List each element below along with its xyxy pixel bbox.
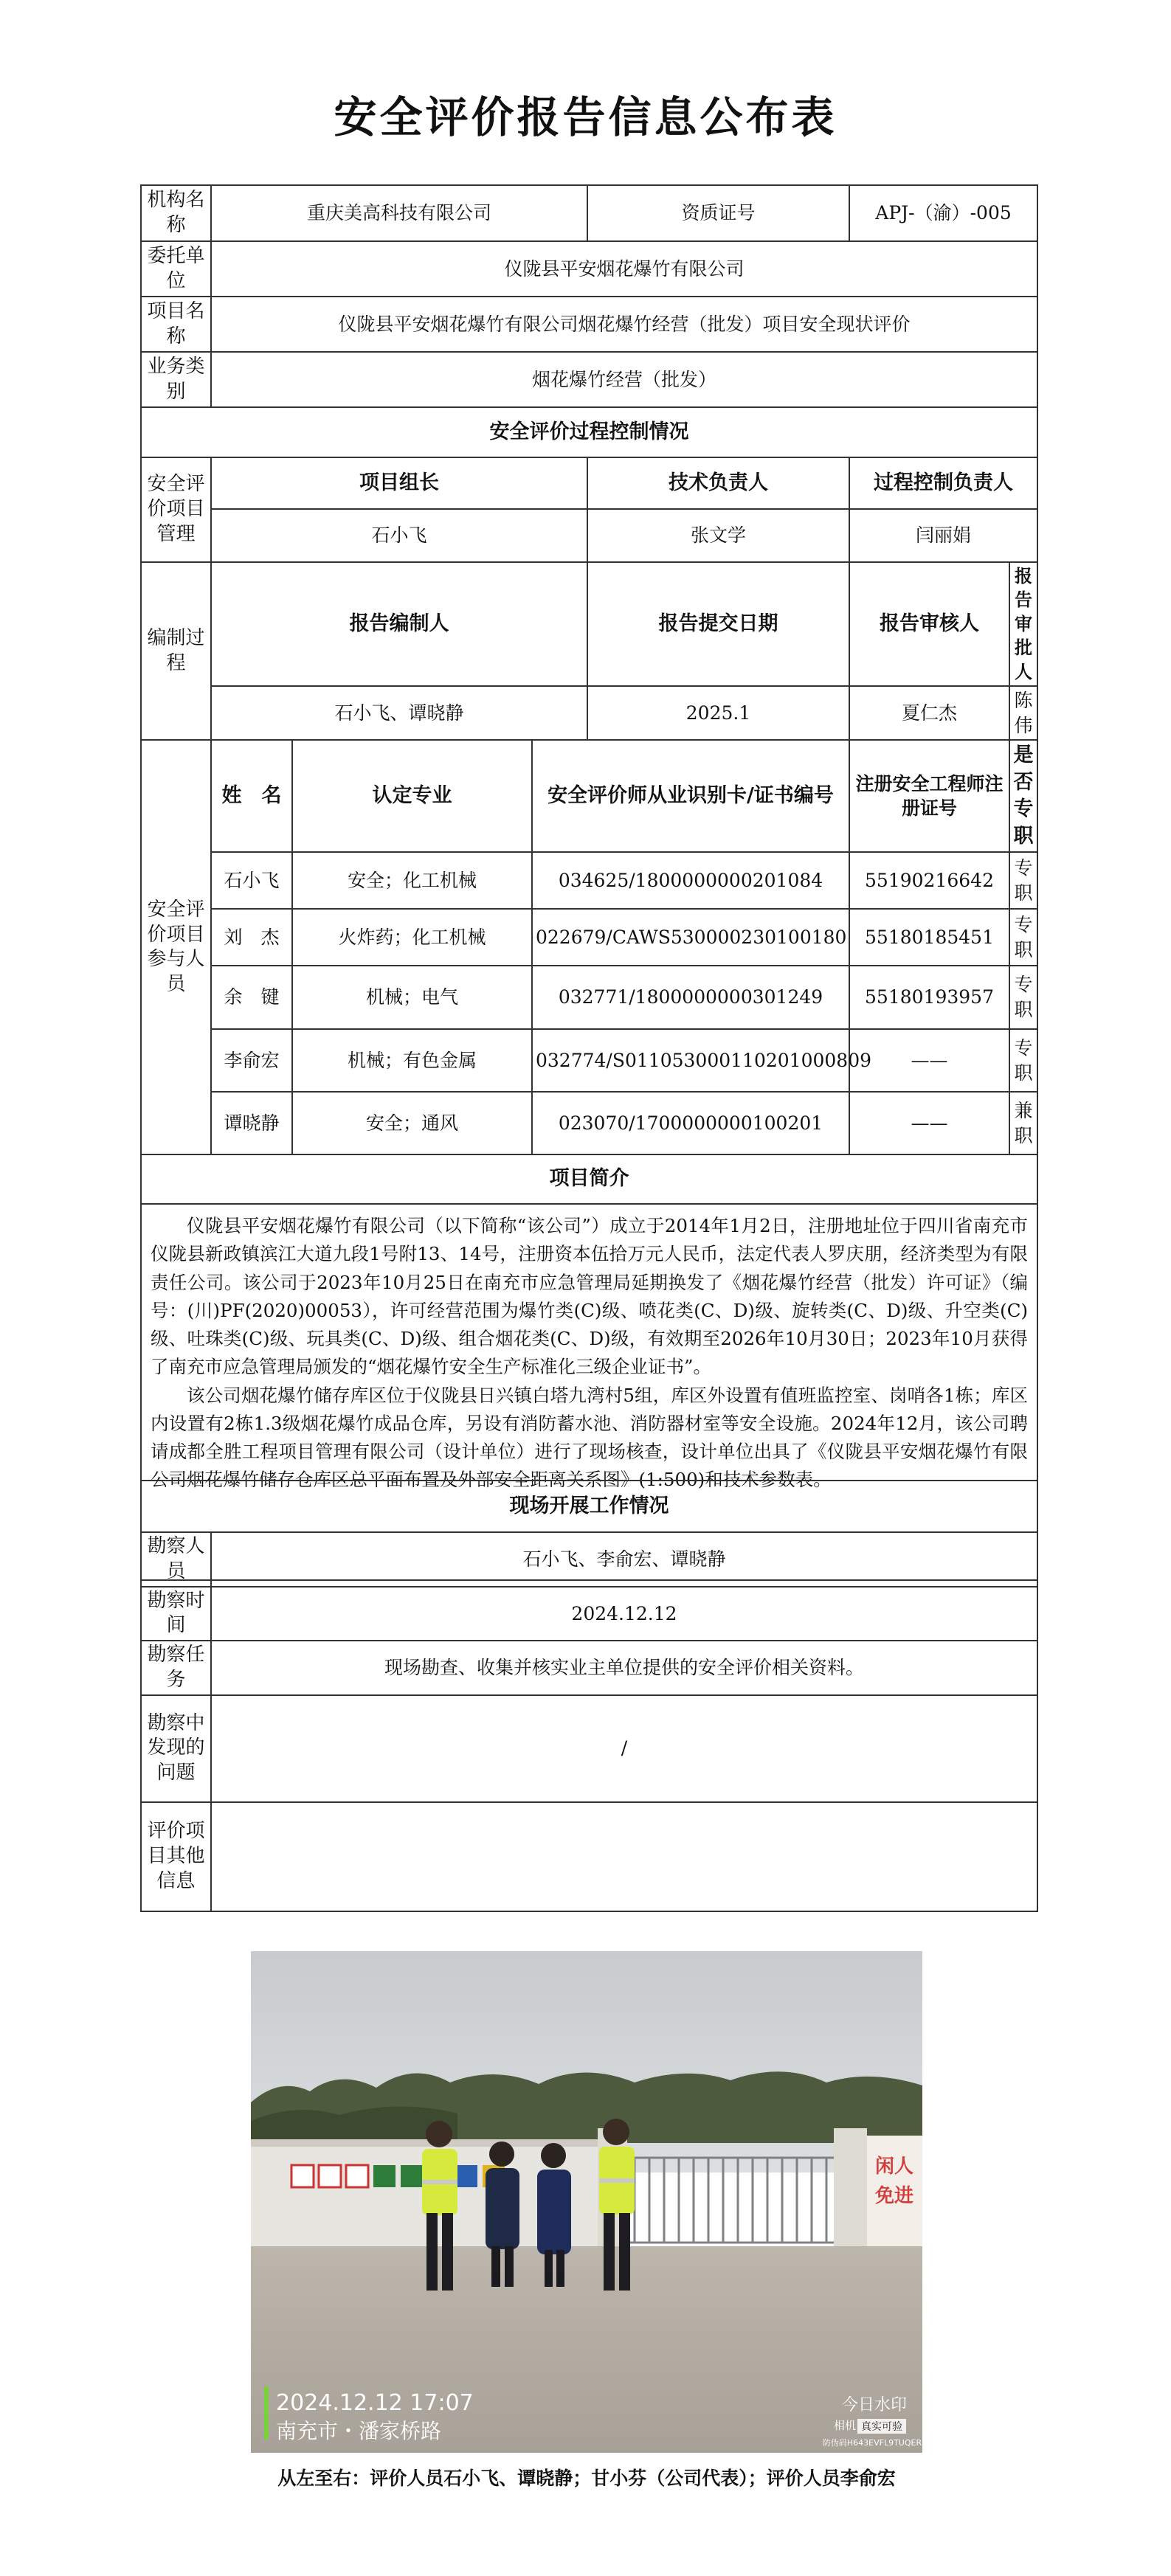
staff-fulltime: 专 职 bbox=[1009, 1029, 1037, 1092]
site-other-value bbox=[211, 1802, 1037, 1911]
table-row bbox=[141, 966, 1037, 1029]
leader-header: 项目组长 bbox=[211, 457, 587, 509]
site-people-label: 勘察人员 bbox=[141, 1532, 211, 1587]
report-info-table bbox=[140, 184, 1051, 1581]
staff-major: 安全；化工机械 bbox=[292, 852, 532, 909]
ctrl-value: 闫丽娟 bbox=[849, 509, 1037, 562]
site-people-value: 石小飞、李俞宏、谭晓静 bbox=[211, 1532, 1037, 1587]
site-time-value: 2024.12.12 bbox=[211, 1587, 1037, 1641]
staff-name: 余 键 bbox=[211, 966, 292, 1029]
project-value: 仪陇县平安烟花爆竹有限公司烟花爆竹经营（批发）项目安全现状评价 bbox=[211, 297, 1037, 352]
staff-major: 安全；通风 bbox=[292, 1092, 532, 1154]
site-task-label: 勘察任务 bbox=[141, 1641, 211, 1695]
staff-card: 032771/1800000000301249 bbox=[532, 966, 849, 1029]
staff-label: 安全评价项目参与人员 bbox=[141, 740, 211, 1154]
site-other-label: 评价项目其他信息 bbox=[141, 1802, 211, 1911]
staff-header-name: 姓 名 bbox=[211, 740, 292, 852]
intro-title: 项目简介 bbox=[141, 1154, 1037, 1204]
staff-fulltime: 专 职 bbox=[1009, 966, 1037, 1029]
table-row bbox=[141, 1029, 1037, 1092]
staff-card: 032774/S011053000110201000809 bbox=[532, 1029, 849, 1092]
site-photo bbox=[251, 1951, 922, 2453]
org-value: 重庆美高科技有限公司 bbox=[211, 185, 587, 241]
mgmt-label: 安全评价项目管理 bbox=[141, 457, 211, 562]
svg-text:闲人: 闲人 bbox=[874, 2156, 914, 2178]
staff-fulltime: 专 职 bbox=[1009, 852, 1037, 909]
staff-header-reg: 注册安全工程师注册证号 bbox=[849, 740, 1009, 852]
staff-reg: —— bbox=[849, 1029, 1009, 1092]
gate-pillar-right bbox=[834, 2128, 867, 2254]
client-label: 委托单位 bbox=[141, 241, 211, 297]
staff-header-fulltime: 是否专职 bbox=[1009, 740, 1037, 852]
compile-label: 编制过程 bbox=[141, 562, 211, 740]
table-row bbox=[141, 1092, 1037, 1154]
business-label: 业务类别 bbox=[141, 352, 211, 407]
staff-reg: 55180193957 bbox=[849, 966, 1009, 1029]
intro-paragraph-1: 仪陇县平安烟花爆竹有限公司（以下简称“该公司”）成立于2014年1月2日，注册地址位于四川省南充市仪陇县新政镇滨江大道九段1号附13、14号，注册资本伍拾万元人民币，法定代表人罗庆朋，经济类型为有限责任公司。该公司于2023年10月25日在南充市应急管理局延期换发了《烟花爆竹经营（批发）许可证》（编号：(川)PF(2020)00053），许可经营范围为爆竹类(C)级、喷花类(C、D)级、旋转类(C、D)级、升空类(C)级、吐珠类(C)级、玩具类(C、D)级、组合烟花类(C、D)级，有效期至2026年10月30日；2023年10月获得了南充市应急管理局颁发的“烟花爆竹安全生产标准化三级企业证书”。 bbox=[151, 1215, 1029, 1378]
leader-value: 石小飞 bbox=[211, 509, 587, 562]
timestamp-bar bbox=[264, 2386, 269, 2440]
staff-card: 023070/1700000000100201 bbox=[532, 1092, 849, 1154]
staff-header-major: 认定专业 bbox=[292, 740, 532, 852]
project-label: 项目名称 bbox=[141, 297, 211, 352]
page-title: 安全评价报告信息公布表 bbox=[334, 92, 837, 142]
ctrl-header: 过程控制负责人 bbox=[849, 457, 1037, 509]
business-value: 烟花爆竹经营（批发） bbox=[211, 352, 1037, 407]
staff-major: 机械；电气 bbox=[292, 966, 532, 1029]
staff-name: 石小飞 bbox=[211, 852, 292, 909]
staff-card: 022679/CAWS530000230100180 bbox=[532, 909, 849, 966]
photo-caption: 从左至右：评价人员石小飞、谭晓静；甘小芬（公司代表）；评价人员李俞宏 bbox=[277, 2468, 896, 2489]
staff-header-card: 安全评价师从业识别卡/证书编号 bbox=[532, 740, 849, 852]
approver-value: 陈 伟 bbox=[1009, 686, 1037, 741]
table-row bbox=[141, 852, 1037, 909]
photo-location: 南充市・潘家桥路 bbox=[276, 2419, 442, 2443]
watermark-badge: 真实可验 bbox=[861, 2421, 902, 2433]
date-header: 报告提交日期 bbox=[587, 562, 849, 686]
site-title: 现场开展工作情况 bbox=[141, 1481, 1037, 1532]
staff-name: 李俞宏 bbox=[211, 1029, 292, 1092]
staff-reg: 55180185451 bbox=[849, 909, 1009, 966]
svg-text:免进: 免进 bbox=[874, 2185, 914, 2207]
site-time-label: 勘察时间 bbox=[141, 1587, 211, 1641]
intro-paragraph-2: 该公司烟花爆竹储存库区位于仪陇县日兴镇白塔九湾村5组，库区外设置有值班监控室、岗哨各1栋；库区内设置有2栋1.3级烟花爆竹成品仓库，另设有消防蓄水池、消防器材室等安全设施。2024年12月，该公司聘请成都全胜工程项目管理有限公司（设计单位）进行了现场核查，设计单位出具了《仪陇县平安烟花爆竹有限公司烟花爆竹储存仓库区总平面布置及外部安全距离关系图》(1:500)和技术参数表。 bbox=[151, 1384, 1029, 1491]
reviewer-value: 夏仁杰 bbox=[849, 686, 1009, 741]
staff-reg: 55190216642 bbox=[849, 852, 1009, 909]
staff-name: 谭晓静 bbox=[211, 1092, 292, 1154]
staff-major: 机械；有色金属 bbox=[292, 1029, 532, 1092]
date-value: 2025.1 bbox=[587, 686, 849, 741]
staff-card: 034625/1800000000201084 bbox=[532, 852, 849, 909]
site-issues-value: / bbox=[211, 1695, 1037, 1802]
cert-label: 资质证号 bbox=[587, 185, 849, 241]
site-issues-label: 勘察中发现的问题 bbox=[141, 1695, 211, 1802]
compiler-header: 报告编制人 bbox=[211, 562, 587, 686]
process-section-title: 安全评价过程控制情况 bbox=[141, 407, 1037, 457]
reviewer-header: 报告审核人 bbox=[849, 562, 1009, 686]
watermark-code: 防伪码H643EVFL9TUQER bbox=[822, 2438, 922, 2448]
tech-value: 张文学 bbox=[587, 509, 849, 562]
staff-major: 火炸药；化工机械 bbox=[292, 909, 532, 966]
staff-fulltime: 兼 职 bbox=[1009, 1092, 1037, 1154]
table-row bbox=[141, 909, 1037, 966]
site-work-table bbox=[140, 1480, 1038, 1912]
site-task-value: 现场勘查、收集并核实业主单位提供的安全评价相关资料。 bbox=[211, 1641, 1037, 1695]
tech-header: 技术负责人 bbox=[587, 457, 849, 509]
photo-timestamp: 2024.12.12 17:07 bbox=[276, 2390, 474, 2416]
watermark-title: 今日水印 bbox=[841, 2396, 908, 2414]
cert-value: APJ-（渝）-005 bbox=[849, 185, 1037, 241]
staff-name: 刘 杰 bbox=[211, 909, 292, 966]
watermark-sub: 相机 bbox=[833, 2419, 857, 2432]
compiler-value: 石小飞、谭晓静 bbox=[211, 686, 587, 741]
client-value: 仪陇县平安烟花爆竹有限公司 bbox=[211, 241, 1037, 297]
staff-fulltime: 专 职 bbox=[1009, 909, 1037, 966]
staff-reg: —— bbox=[849, 1092, 1009, 1154]
approver-header: 报告审批人 bbox=[1009, 562, 1037, 686]
org-label: 机构名称 bbox=[141, 185, 211, 241]
